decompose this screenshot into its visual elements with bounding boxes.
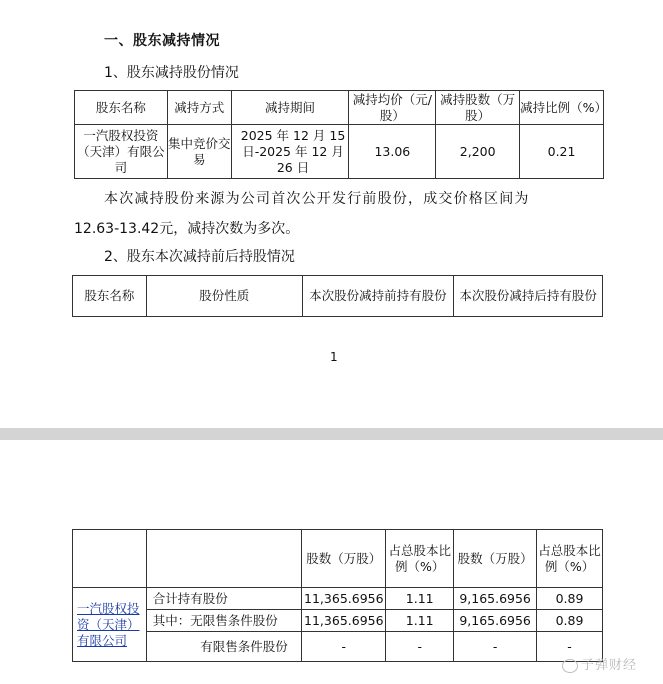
header-holder-name-2: 股东名称 <box>73 276 147 317</box>
cell-before-ratio: 1.11 <box>386 588 454 610</box>
header-method: 减持方式 <box>167 91 231 125</box>
cell-period: 2025 年 12 月 15 日-2025 年 12 月 26 日 <box>231 125 349 179</box>
paragraph-line-2: 12.63-13.42元，减持次数为多次。 <box>74 221 300 237</box>
header-ratio: 减持比例（%） <box>520 91 604 125</box>
empty-corner-1 <box>73 530 147 588</box>
page-separator <box>0 428 663 440</box>
header-share-type: 股份性质 <box>146 276 302 317</box>
paragraph-line-1: 本次减持股份来源为公司首次公开发行前股份，成交价格区间为 <box>104 191 530 207</box>
empty-corner-2 <box>146 530 302 588</box>
cell-before-ratio: 1.11 <box>386 610 454 632</box>
row-label: 其中：无限售条件股份 <box>146 610 302 632</box>
holdings-table-header <box>72 275 603 317</box>
holder-name-link[interactable]: 一汽股权投资（天津）有限公司 <box>73 588 147 662</box>
cell-avg-price: 13.06 <box>349 125 436 179</box>
cell-after-shares: 9,165.6956 <box>454 588 537 610</box>
cell-ratio: 0.21 <box>520 125 604 179</box>
header-period: 减持期间 <box>231 91 349 125</box>
header-shares: 减持股数（万股） <box>436 91 520 125</box>
header-after-ratio: 占总股本比例（%） <box>537 530 603 588</box>
header-avg-price: 减持均价（元/股） <box>349 91 436 125</box>
watermark <box>562 654 637 673</box>
row-label: 合计持有股份 <box>146 588 302 610</box>
cell-after-ratio: 0.89 <box>537 610 603 632</box>
cell-shares: 2,200 <box>436 125 520 179</box>
header-before-shares: 股数（万股） <box>302 530 386 588</box>
cell-before-shares: 11,365.6956 <box>302 588 386 610</box>
watermark-text: 子弹财经 <box>581 658 638 673</box>
cell-method: 集中竞价交易 <box>167 125 231 179</box>
row-label: 有限售条件股份 <box>146 632 302 662</box>
weibo-icon <box>562 659 578 673</box>
cell-after-shares: 9,165.6956 <box>454 610 537 632</box>
page-number: 1 <box>330 350 338 364</box>
cell-before-shares: - <box>302 632 386 662</box>
header-before-ratio: 占总股本比例（%） <box>386 530 454 588</box>
subsection-title-2: 2、股东本次减持前后持股情况 <box>104 249 295 265</box>
cell-before-shares: 11,365.6956 <box>302 610 386 632</box>
header-after: 本次股份减持后持有股份 <box>454 276 603 317</box>
cell-after-ratio: - <box>537 632 603 662</box>
header-before: 本次股份减持前持有股份 <box>302 276 454 317</box>
subsection-title-1: 1、股东减持股份情况 <box>104 65 239 81</box>
section-title: 一、股东减持情况 <box>104 33 220 49</box>
reduction-table <box>74 90 607 179</box>
cell-after-shares: - <box>454 632 537 662</box>
header-after-shares: 股数（万股） <box>454 530 537 588</box>
cell-before-ratio: - <box>386 632 454 662</box>
holdings-table <box>72 529 603 662</box>
cell-after-ratio: 0.89 <box>537 588 603 610</box>
header-holder-name: 股东名称 <box>75 91 168 125</box>
cell-holder-name: 一汽股权投资（天津）有限公司 <box>75 125 168 179</box>
